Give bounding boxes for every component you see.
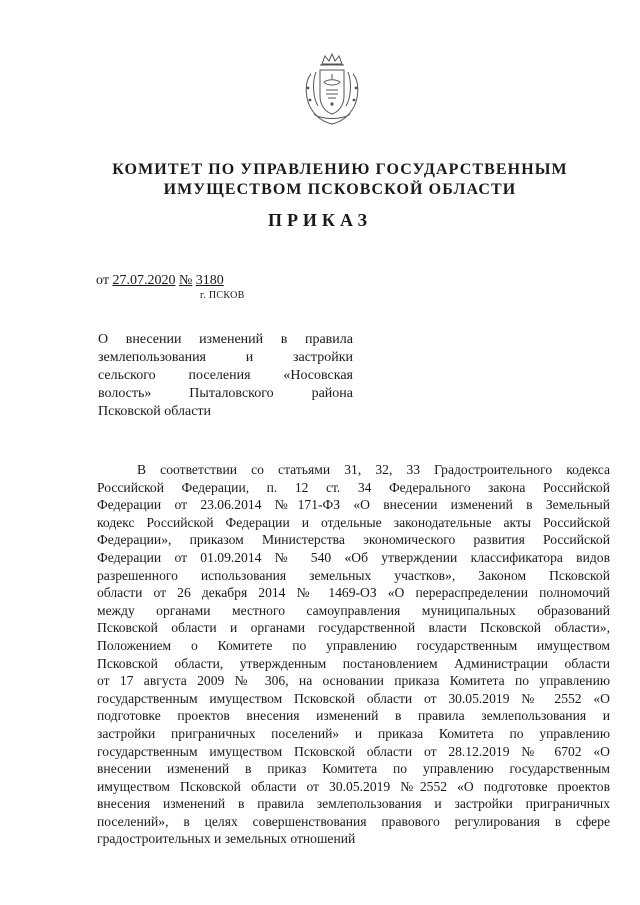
body-line: поселений», в целях совершенствования правового регулирования в сфере [97,813,610,829]
issuing-city: г. ПСКОВ [200,290,245,301]
body-line: Федерации», приказом Министерства экономического развития Российской [97,532,610,548]
order-number: 3180 [195,273,224,288]
order-preamble [97,461,610,848]
body-line: государственным имуществом Псковской области от 30.05.2019 № 2552 «О [97,690,610,706]
body-line: государственным имуществом Псковской области от 28.12.2019 № 6702 «О [97,743,610,759]
issuing-organization [100,160,580,200]
order-subject [98,331,353,421]
body-line: Псковской области и органами государственной власти Псковской области», [97,620,610,636]
org-name-line-1: КОМИТЕТ ПО УПРАВЛЕНИЮ ГОСУДАРСТВЕННЫМ [112,161,568,178]
body-line: внесения изменений в правила землепользования и застройки приграничных [97,796,610,812]
body-line: Положением о Комитете по управлению государственным имуществом [97,637,610,653]
order-date-number [96,273,224,289]
date-prefix: от [96,273,109,288]
body-line: разрешенного использования земельных участков», Законом Псковской [97,567,610,583]
org-name-line-2: ИМУЩЕСТВОМ ПСКОВСКОЙ ОБЛАСТИ [163,181,517,198]
body-line: застройки приграничных поселений» и приказа Комитета по управлению [97,725,610,741]
body-line: области от 26 декабря 2014 № 1469-ОЗ «О перераспределении полномочий [97,585,610,601]
subject-line: Псковской области [98,404,212,419]
subject-line: сельского поселения «Носовская [98,368,353,383]
order-date: 27.07.2020 [112,273,176,288]
body-line: от 17 августа 2009 № 306, на основании приказа Комитета по управлению [97,673,610,689]
body-line: Федерации от 23.06.2014 №171-ФЗ «О внесении изменений в Земельный [97,497,610,513]
body-line: подготовке проектов внесения изменений в правила землепользования и [97,708,610,724]
body-line: Российской Федерации, п. 12 ст. 34 Федерального закона Российской [97,479,610,495]
body-line: между органами местного самоуправления муниципальных образований [97,602,610,618]
body-line: внесении изменений в приказ Комитета по управлению государственным [97,761,610,777]
subject-line: волость» Пыталовского района [98,386,353,401]
body-line: В соответствии со статьями 31, 32, 33 Градостроительного кодекса [137,462,610,477]
number-prefix: № [178,273,193,288]
body-line: Федерации от 01.09.2014 № 540 «Об утверждении классификатора видов [97,549,610,565]
body-line: кодекс Российской Федерации и отдельные законодательные акты Российской [97,514,610,530]
body-line: градостроительных и земельных отношений [97,831,356,847]
subject-line: землепользования и застройки [98,350,353,365]
document-type-title: ПРИКАЗ [267,210,373,230]
subject-line: О внесении изменений в правила [98,332,353,347]
pskov-coat-of-arms-icon [302,52,362,126]
body-line: имуществом Псковской области от 30.05.2019 №2552 «О подготовке проектов [97,778,610,794]
body-line: Псковской области, утвержденным постановлением Администрации области [97,655,610,671]
